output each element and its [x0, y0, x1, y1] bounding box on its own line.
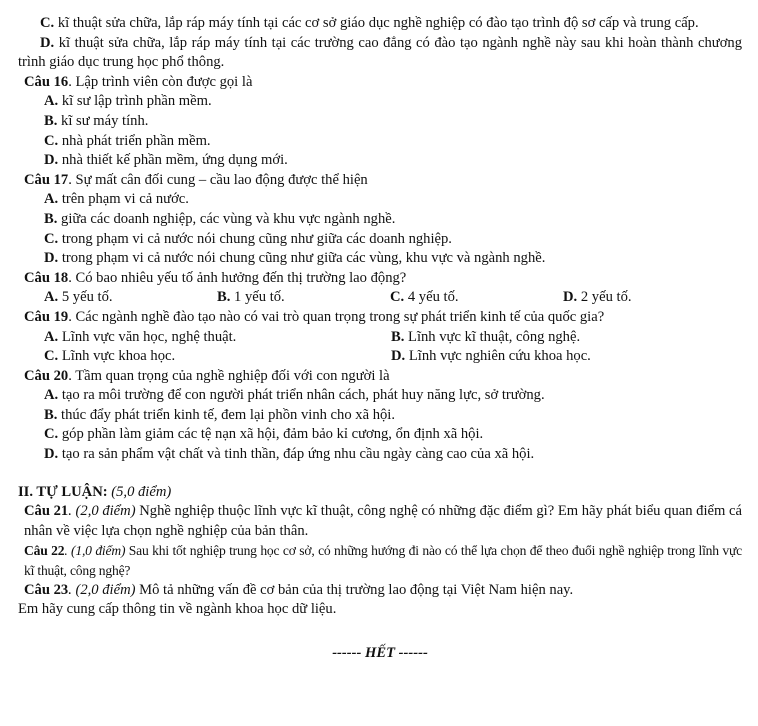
q19-option-b: B. Lĩnh vực kĩ thuật, công nghệ. [391, 328, 581, 345]
question-19: Câu 19. Các ngành nghề đào tạo nào có vai trò quan trọng trong sự phát triển kinh tế của quốc gia? [24, 308, 605, 325]
q19-options-row2 [18, 347, 742, 367]
q19-option-c: C. Lĩnh vực khoa học. [44, 348, 176, 365]
option-c-prev: C. kĩ thuật sửa chữa, lắp ráp máy tính tại các cơ sở giáo dục nghề nghiệp có đào tạo trình độ sơ cấp và trung cấp. [40, 15, 699, 31]
section-2-heading: II. TỰ LUẬN: (5,0 điểm) [18, 483, 172, 500]
q18-option-c: C. 4 yếu tố. [390, 289, 459, 306]
question-22: Câu 22. (1,0 điểm) Sau khi tốt nghiệp trung học cơ sở, có những hướng đi nào có thể lựa chọn để theo đuổi nghề nghiệp trong lĩnh vực kĩ thuật, công nghệ? [24, 543, 742, 579]
q17-option-c: C. trong phạm vi cả nước nói chung cũng như giữa các doanh nghiệp. [44, 230, 452, 247]
q19-options-row1 [18, 328, 742, 348]
q18-options [18, 288, 742, 308]
question-18: Câu 18. Có bao nhiêu yếu tố ảnh hưởng đến thị trường lao động? [24, 269, 407, 286]
question-21: Câu 21. (2,0 điểm) Nghề nghiệp thuộc lĩnh vực kĩ thuật, công nghệ có những đặc điểm gì? Em hãy phát biểu quan điểm cá nhân về việc lựa chọn nghề nghiệp của bản thân. [24, 503, 742, 539]
q19-option-d: D. Lĩnh vực nghiên cứu khoa học. [391, 348, 591, 365]
q20-option-a: A. tạo ra môi trường để con người phát triển nhân cách, phát huy năng lực, sở trường. [44, 387, 545, 404]
q20-option-d: D. tạo ra sản phẩm vật chất và tinh thần, đáp ứng nhu cầu ngày càng cao của xã hội. [44, 446, 535, 463]
q16-option-b: B. kĩ sư máy tính. [44, 112, 149, 129]
question-16: Câu 16. Lập trình viên còn được gọi là [24, 73, 253, 90]
extra-question: Em hãy cung cấp thông tin về ngành khoa học dữ liệu. [18, 601, 337, 618]
q16-option-a: A. kĩ sư lập trình phần mềm. [44, 93, 212, 110]
q18-option-a: A. 5 yếu tố. [44, 289, 113, 306]
q18-option-b: B. 1 yếu tố. [217, 289, 285, 306]
q17-option-a: A. trên phạm vi cả nước. [44, 191, 189, 208]
q20-option-b: B. thúc đẩy phát triển kinh tế, đem lại phồn vinh cho xã hội. [44, 406, 395, 423]
q17-option-d: D. trong phạm vi cả nước nói chung cũng như giữa các vùng, khu vực và ngành nghề. [44, 250, 546, 267]
option-d-prev: D. kĩ thuật sửa chữa, lắp ráp máy tính tại các trường cao đẳng có đào tạo ngành nghề này sau khi hoàn thành chương trình giáo dục trung học phổ thông. [18, 34, 742, 71]
end-marker: ------ HẾT ------ [332, 644, 428, 661]
q16-option-c: C. nhà phát triển phần mềm. [44, 132, 211, 149]
question-17: Câu 17. Sự mất cân đối cung – cầu lao động được thể hiện [24, 171, 368, 188]
q17-option-b: B. giữa các doanh nghiệp, các vùng và khu vực ngành nghề. [44, 210, 396, 227]
question-20: Câu 20. Tầm quan trọng của nghề nghiệp đối với con người là [24, 367, 390, 384]
question-23: Câu 23. (2,0 điểm) Mô tả những vấn đề cơ bản của thị trường lao động tại Việt Nam hiện nay. [24, 581, 574, 598]
q20-option-c: C. góp phần làm giảm các tệ nạn xã hội, đảm bảo kỉ cương, ổn định xã hội. [44, 426, 484, 443]
q19-option-a: A. Lĩnh vực văn học, nghệ thuật. [44, 328, 237, 345]
q16-option-d: D. nhà thiết kế phần mềm, ứng dụng mới. [44, 152, 288, 169]
q18-option-d: D. 2 yếu tố. [563, 289, 632, 306]
